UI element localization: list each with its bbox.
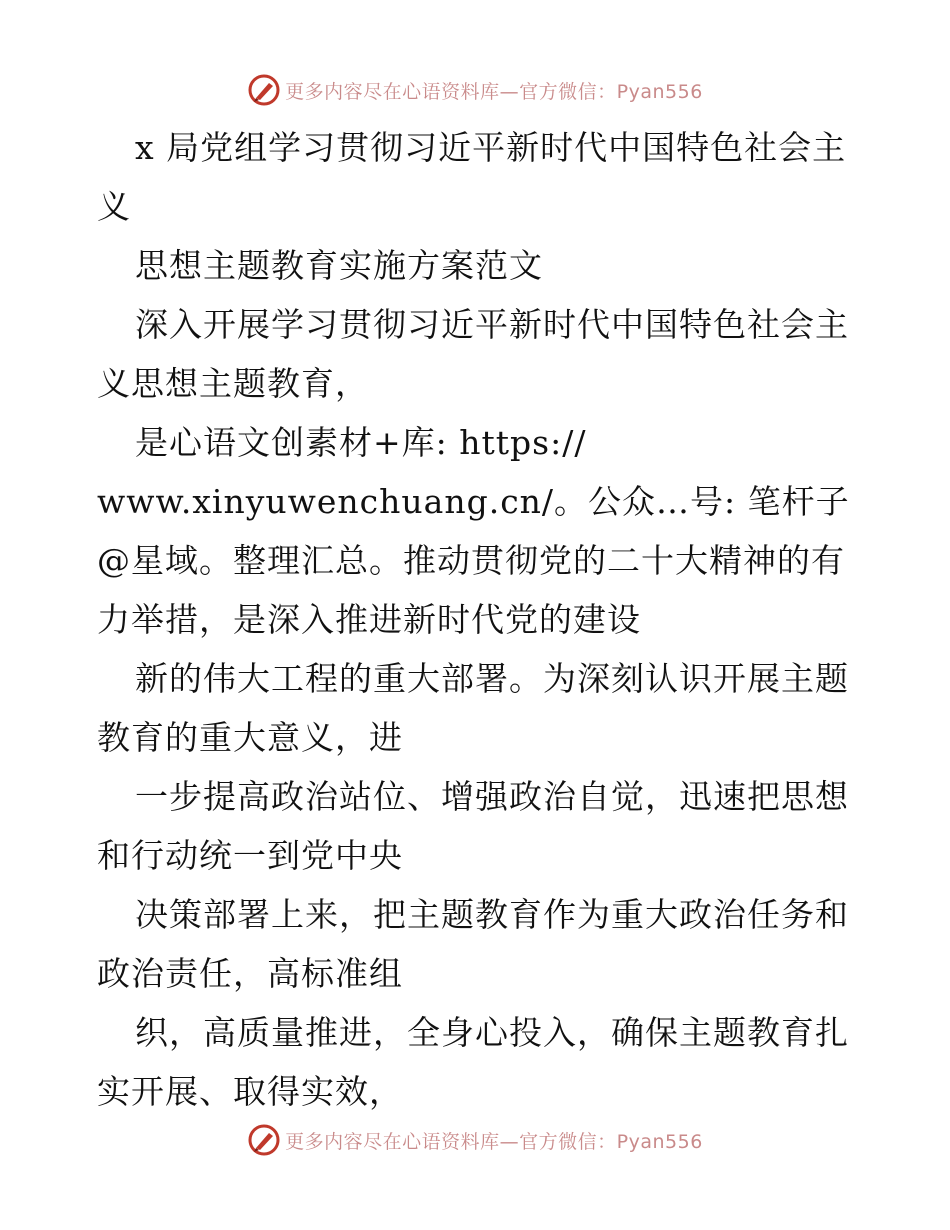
paragraph: x 局党组学习贯彻习近平新时代中国特色社会主义 [97, 128, 847, 226]
document-body [97, 118, 857, 1121]
header-banner-text: 更多内容尽在心语资料库—官方微信：Pyan556 [285, 80, 703, 103]
paragraph: 织，高质量推进，全身心投入，确保主题教育扎实开展、取得实效， [97, 1013, 849, 1111]
footer-banner-text: 更多内容尽在心语资料库—官方微信：Pyan556 [285, 1130, 703, 1153]
paragraph: www.xinyuwenchuang.cn/。公众…号: 笔杆子@星域。整理汇总。推动贯彻党的二十大精神的有力举措，是深入推进新时代党的建设 [97, 482, 850, 639]
pen-logo-icon [247, 73, 281, 107]
paragraph: 新的伟大工程的重大部署。为深刻认识开展主题教育的重大意义，进 [97, 659, 849, 757]
paragraph: 决策部署上来，把主题教育作为重大政治任务和政治责任，高标准组 [97, 895, 849, 993]
header-watermark-banner [0, 70, 950, 110]
paragraph: 深入开展学习贯彻习近平新时代中国特色社会主义思想主题教育， [97, 305, 849, 403]
footer-watermark-banner [0, 1120, 950, 1160]
paragraph: 一步提高政治站位、增强政治自觉，迅速把思想和行动统一到党中央 [97, 777, 849, 875]
paragraph: 思想主题教育实施方案范文 [135, 246, 543, 285]
pen-logo-icon [247, 1123, 281, 1157]
paragraph: 是心语文创素材+库: https:// [135, 423, 587, 462]
